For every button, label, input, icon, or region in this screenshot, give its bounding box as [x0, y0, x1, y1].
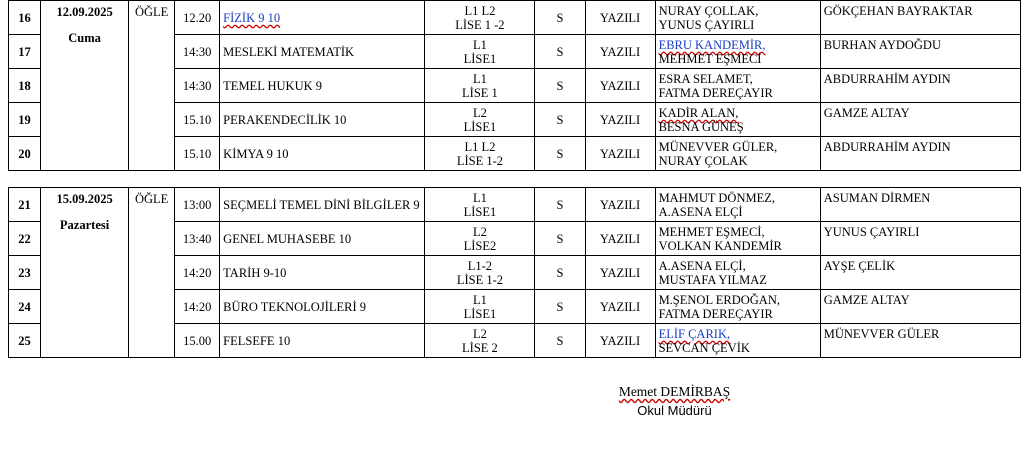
- exam-date-value: 12.09.2025: [56, 5, 113, 19]
- exam-group: S: [535, 103, 585, 137]
- class-grade: LİSE1: [463, 119, 497, 134]
- class-code: L1 L2: [464, 139, 496, 154]
- class-code: L2: [472, 224, 487, 239]
- exam-type: YAZILI: [585, 290, 655, 324]
- class-level: [425, 222, 535, 256]
- exam-time: 14:20: [175, 256, 220, 290]
- teachers: [655, 103, 820, 137]
- exam-time: 15.00: [175, 324, 220, 358]
- exam-time: 15.10: [175, 103, 220, 137]
- table-block-2: [8, 187, 1021, 358]
- exam-type: YAZILI: [585, 256, 655, 290]
- observer-teacher: YUNUS ÇAYIRLI: [820, 222, 1020, 256]
- table-block-1: [8, 0, 1021, 171]
- exam-time: 14:30: [175, 69, 220, 103]
- exam-type: YAZILI: [585, 188, 655, 222]
- class-grade: LİSE2: [463, 238, 497, 253]
- teacher-secondary: SEVCAN ÇEVİK: [658, 340, 750, 355]
- class-level: [425, 290, 535, 324]
- class-code: L1-2: [467, 258, 493, 273]
- exam-group: S: [535, 324, 585, 358]
- lesson-name: KİMYA 9 10: [220, 137, 425, 171]
- row-number: 19: [9, 103, 41, 137]
- row-number: 20: [9, 137, 41, 171]
- class-level: [425, 256, 535, 290]
- exam-day-name: Cuma: [68, 31, 101, 45]
- observer-teacher: ABDURRAHİM AYDIN: [820, 69, 1020, 103]
- class-grade: LİSE 2: [462, 340, 498, 355]
- teacher-primary: EBRU KANDEMİR,: [658, 37, 766, 52]
- signature-name: Memet DEMİRBAŞ: [618, 384, 731, 399]
- teacher-secondary: MUSTAFA YILMAZ: [658, 272, 767, 287]
- teacher-secondary: A.ASENA ELÇİ: [658, 204, 743, 219]
- row-number: 18: [9, 69, 41, 103]
- teacher-primary: MAHMUT DÖNMEZ,: [658, 190, 775, 205]
- class-grade: LİSE 1: [462, 85, 498, 100]
- teacher-primary: NURAY ÇOLLAK,: [658, 3, 759, 18]
- exam-group: S: [535, 222, 585, 256]
- teacher-primary: MÜNEVVER GÜLER,: [658, 139, 778, 154]
- teachers: [655, 222, 820, 256]
- exam-time: 13:00: [175, 188, 220, 222]
- teacher-primary: MEHMET EŞMECİ,: [658, 224, 765, 239]
- teachers: [655, 324, 820, 358]
- teachers: [655, 137, 820, 171]
- teacher-secondary: YUNUS ÇAYIRLI: [658, 17, 755, 32]
- table-row: [9, 188, 1021, 222]
- lesson-name: MESLEKİ MATEMATİK: [220, 35, 425, 69]
- teacher-primary: M.ŞENOL ERDOĞAN,: [658, 292, 780, 307]
- exam-type: YAZILI: [585, 69, 655, 103]
- lesson-name: FELSEFE 10: [220, 324, 425, 358]
- exam-type: YAZILI: [585, 1, 655, 35]
- teacher-secondary: FATMA DEREÇAYIR: [658, 306, 773, 321]
- class-level: [425, 1, 535, 35]
- class-code: L2: [472, 105, 487, 120]
- teachers: [655, 290, 820, 324]
- teacher-primary: A.ASENA ELÇİ,: [658, 258, 746, 273]
- class-level: [425, 137, 535, 171]
- teachers: [655, 256, 820, 290]
- lesson-name: TEMEL HUKUK 9: [220, 69, 425, 103]
- teacher-secondary: VOLKAN KANDEMİR: [658, 238, 782, 253]
- row-number: 23: [9, 256, 41, 290]
- signature-block: [8, 384, 1021, 420]
- observer-teacher: ABDURRAHİM AYDIN: [820, 137, 1020, 171]
- observer-teacher: AYŞE ÇELİK: [820, 256, 1020, 290]
- exam-group: S: [535, 137, 585, 171]
- observer-teacher: GÖKÇEHAN BAYRAKTAR: [820, 1, 1020, 35]
- teachers: [655, 69, 820, 103]
- exam-group: S: [535, 188, 585, 222]
- row-number: 22: [9, 222, 41, 256]
- exam-type: YAZILI: [585, 35, 655, 69]
- class-code: L1: [472, 37, 487, 52]
- meal-session: ÖĞLE: [129, 1, 175, 171]
- teacher-secondary: MEHMET EŞMECİ: [658, 51, 762, 66]
- exam-group: S: [535, 1, 585, 35]
- teachers: [655, 1, 820, 35]
- class-level: [425, 69, 535, 103]
- lesson-name: BÜRO TEKNOLOJİLERİ 9: [220, 290, 425, 324]
- teacher-primary: ESRA SELAMET,: [658, 71, 753, 86]
- exam-time: 13:40: [175, 222, 220, 256]
- class-code: L1 L2: [464, 3, 496, 18]
- lesson-name: PERAKENDECİLİK 10: [220, 103, 425, 137]
- class-grade: LİSE 1 -2: [455, 17, 505, 32]
- class-level: [425, 103, 535, 137]
- class-grade: LİSE 1-2: [456, 272, 503, 287]
- observer-teacher: MÜNEVVER GÜLER: [820, 324, 1020, 358]
- lesson-name: GENEL MUHASEBE 10: [220, 222, 425, 256]
- exam-group: S: [535, 290, 585, 324]
- row-number: 16: [9, 1, 41, 35]
- class-code: L1: [472, 190, 487, 205]
- observer-teacher: ASUMAN DİRMEN: [820, 188, 1020, 222]
- meal-session: ÖĞLE: [129, 188, 175, 358]
- teacher-secondary: BESNA GÜNEŞ: [658, 119, 744, 134]
- teachers: [655, 35, 820, 69]
- signature-title: Okul Müdürü: [637, 403, 712, 418]
- lesson-name: SEÇMELİ TEMEL DİNİ BİLGİLER 9: [220, 188, 425, 222]
- observer-teacher: GAMZE ALTAY: [820, 103, 1020, 137]
- table-gap: [0, 171, 1024, 187]
- exam-day-name: Pazartesi: [59, 218, 110, 232]
- exam-time: 14:20: [175, 290, 220, 324]
- teacher-primary: KADİR ALAN,: [658, 105, 739, 120]
- exam-time: 15.10: [175, 137, 220, 171]
- exam-date: [41, 1, 129, 171]
- class-grade: LİSE 1-2: [456, 153, 503, 168]
- class-code: L2: [472, 326, 487, 341]
- teachers: [655, 188, 820, 222]
- exam-time: 14:30: [175, 35, 220, 69]
- class-level: [425, 324, 535, 358]
- row-number: 24: [9, 290, 41, 324]
- observer-teacher: GAMZE ALTAY: [820, 290, 1020, 324]
- exam-group: S: [535, 69, 585, 103]
- exam-date-value: 15.09.2025: [56, 192, 113, 206]
- row-number: 17: [9, 35, 41, 69]
- exam-group: S: [535, 256, 585, 290]
- teacher-secondary: FATMA DEREÇAYIR: [658, 85, 773, 100]
- lesson-name: TARİH 9-10: [220, 256, 425, 290]
- teacher-secondary: NURAY ÇOLAK: [658, 153, 748, 168]
- exam-type: YAZILI: [585, 324, 655, 358]
- exam-time: 12.20: [175, 1, 220, 35]
- exam-type: YAZILI: [585, 222, 655, 256]
- class-level: [425, 188, 535, 222]
- class-code: L1: [472, 71, 487, 86]
- class-grade: LİSE1: [463, 204, 497, 219]
- observer-teacher: BURHAN AYDOĞDU: [820, 35, 1020, 69]
- row-number: 21: [9, 188, 41, 222]
- class-grade: LİSE1: [463, 306, 497, 321]
- exam-type: YAZILI: [585, 103, 655, 137]
- lesson-name: FİZİK 9 10: [220, 1, 425, 35]
- class-level: [425, 35, 535, 69]
- row-number: 25: [9, 324, 41, 358]
- class-code: L1: [472, 292, 487, 307]
- class-grade: LİSE1: [463, 51, 497, 66]
- exam-type: YAZILI: [585, 137, 655, 171]
- teacher-primary: ELİF ÇARIK,: [658, 326, 731, 341]
- table-row: [9, 1, 1021, 35]
- exam-group: S: [535, 35, 585, 69]
- exam-date: [41, 188, 129, 358]
